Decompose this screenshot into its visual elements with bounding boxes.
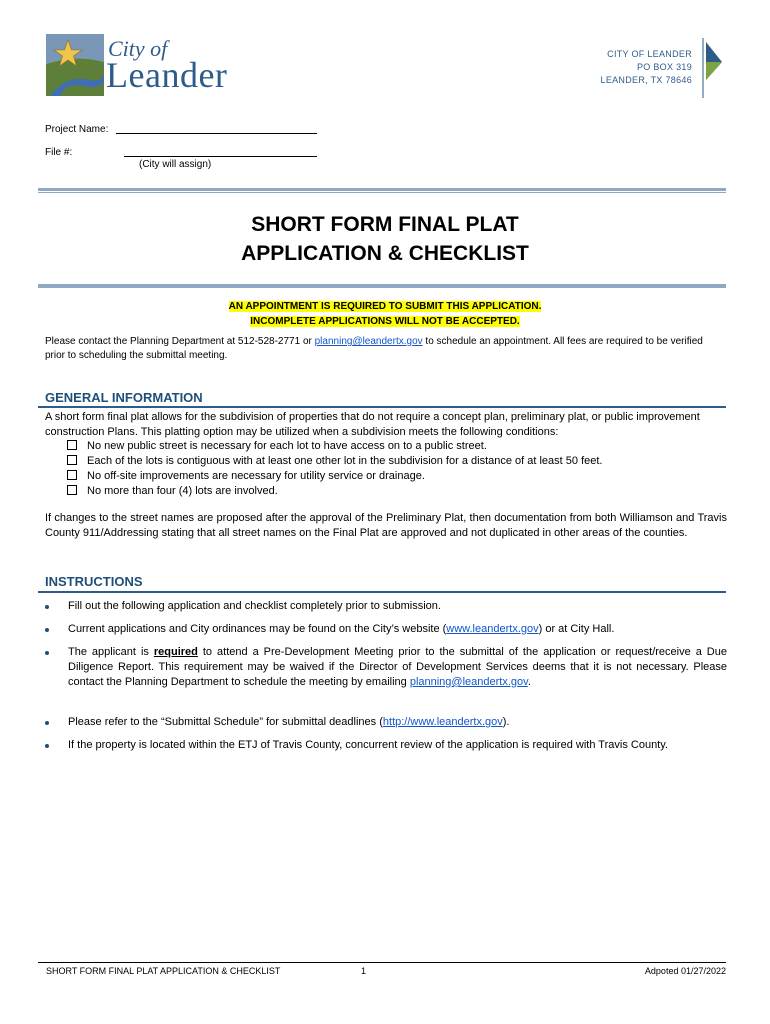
footer-rule xyxy=(38,962,726,963)
condition-text: No new public street is necessary for each lot to have access on to a public street. xyxy=(87,440,487,452)
city-logo xyxy=(46,34,246,100)
condition-item xyxy=(67,484,602,499)
instruction-text-part: ) or at City Hall. xyxy=(538,623,615,635)
chevron-right-icon xyxy=(702,38,726,98)
instruction-text-part: The applicant is xyxy=(68,646,154,658)
required-emphasis: required xyxy=(153,646,198,658)
page-title xyxy=(0,210,770,268)
instruction-text xyxy=(68,622,727,637)
logo-leander-text: Leander xyxy=(106,55,228,95)
condition-item xyxy=(67,439,602,454)
instruction-text: If the property is located within the ETJ of Travis County, concurrent review of the application is required with Travis County. xyxy=(68,739,668,751)
contact-text: Please contact the Planning Department at 512-528-2771 or xyxy=(45,336,315,347)
section-rule xyxy=(38,406,726,408)
website-link[interactable]: http://www.leandertx.gov xyxy=(382,716,503,728)
bullet-icon xyxy=(45,651,49,655)
contact-text: to schedule an appointment. All fees are required to be verified prior to scheduling the submittal meeting. xyxy=(45,336,703,361)
bullet-icon xyxy=(45,744,49,748)
contact-paragraph xyxy=(45,335,725,363)
instruction-item xyxy=(45,645,727,690)
section-rule xyxy=(38,591,726,593)
adopted-date: Adpoted 01/27/2022 xyxy=(644,966,726,976)
notice-line-1: AN APPOINTMENT IS REQUIRED TO SUBMIT THIS APPLICATION. xyxy=(228,301,542,312)
page-number: 1 xyxy=(361,966,367,976)
title-line-2: APPLICATION & CHECKLIST xyxy=(241,242,529,265)
bullet-icon xyxy=(45,605,49,609)
condition-item xyxy=(67,469,602,484)
title-line-1: SHORT FORM FINAL PLAT xyxy=(251,213,519,236)
instruction-item xyxy=(45,738,727,753)
address-line: CITY OF LEANDER xyxy=(607,49,692,59)
instruction-text-part: to attend a Pre-Development Meeting prior to the submittal of the application or request/receive a Due Diligence Report. This requirement may be waived if the Director of Development Services deems that it is not necessary. Please contact the Planning Department to schedule the meeting by emailing xyxy=(68,646,727,688)
condition-text: Each of the lots is contiguous with at least one other lot in the subdivision for a distance of at least 50 feet. xyxy=(87,455,603,467)
instruction-text-part: Current applications and City ordinances may be found on the City’s website ( xyxy=(68,623,447,635)
conditions-list xyxy=(67,439,602,499)
street-names-paragraph: If changes to the street names are proposed after the approval of the Preliminary Plat, then documentation from both Williamson and Travis County 911/Addressing stating that all street names on the Final Plat are approved and not duplicated in other areas of the counties. xyxy=(45,512,727,539)
appointment-notice xyxy=(0,299,770,329)
footer-title: SHORT FORM FINAL PLAT APPLICATION & CHECKLIST xyxy=(46,966,281,976)
instruction-item xyxy=(45,622,727,637)
file-number-label: File #: xyxy=(45,147,73,158)
instruction-text-part: Please refer to the “Submittal Schedule” for submittal deadlines ( xyxy=(68,716,383,728)
instruction-text: Fill out the following application and checklist completely prior to submission. xyxy=(68,600,441,612)
instructions-heading: INSTRUCTIONS xyxy=(45,574,143,589)
bullet-icon xyxy=(45,721,49,725)
planning-email-link[interactable]: planning@leandertx.gov xyxy=(409,676,528,688)
project-name-field[interactable] xyxy=(116,133,317,134)
project-name-label: Project Name: xyxy=(45,124,109,135)
instruction-text xyxy=(68,645,727,690)
address-line: LEANDER, TX 78646 xyxy=(600,75,692,85)
general-intro: A short form final plat allows for the subdivision of properties that do not require a concept plan, preliminary plat, or public improvement construction Plans. This platting option may be utilized when a subdivision meets the following conditions: xyxy=(45,411,700,438)
notice-line-2: INCOMPLETE APPLICATIONS WILL NOT BE ACCEPTED. xyxy=(250,316,520,327)
condition-text: No off-site improvements are necessary for utility service or drainage. xyxy=(87,470,425,482)
checkbox[interactable] xyxy=(67,455,77,465)
star-landscape-icon xyxy=(46,34,104,96)
file-number-field[interactable] xyxy=(124,156,317,157)
instruction-item xyxy=(45,599,727,614)
checkbox[interactable] xyxy=(67,485,77,495)
instruction-text-part: . xyxy=(527,676,531,688)
condition-item xyxy=(67,454,602,469)
planning-email-link[interactable]: planning@leandertx.gov xyxy=(314,336,423,347)
general-information-heading: GENERAL INFORMATION xyxy=(45,390,203,405)
bullet-icon xyxy=(45,628,49,632)
title-rule xyxy=(38,283,726,288)
instruction-text-part: ). xyxy=(502,716,510,728)
instruction-item xyxy=(45,715,727,730)
condition-text: No more than four (4) lots are involved. xyxy=(87,485,278,497)
file-number-hint: (City will assign) xyxy=(139,159,212,170)
top-rule xyxy=(38,188,726,193)
address-line: PO BOX 319 xyxy=(636,62,692,72)
checkbox[interactable] xyxy=(67,440,77,450)
city-address xyxy=(601,48,692,87)
logo-city-text: City of xyxy=(108,36,168,61)
instruction-text xyxy=(68,715,727,730)
checkbox[interactable] xyxy=(67,470,77,480)
website-link[interactable]: www.leandertx.gov xyxy=(446,623,539,635)
